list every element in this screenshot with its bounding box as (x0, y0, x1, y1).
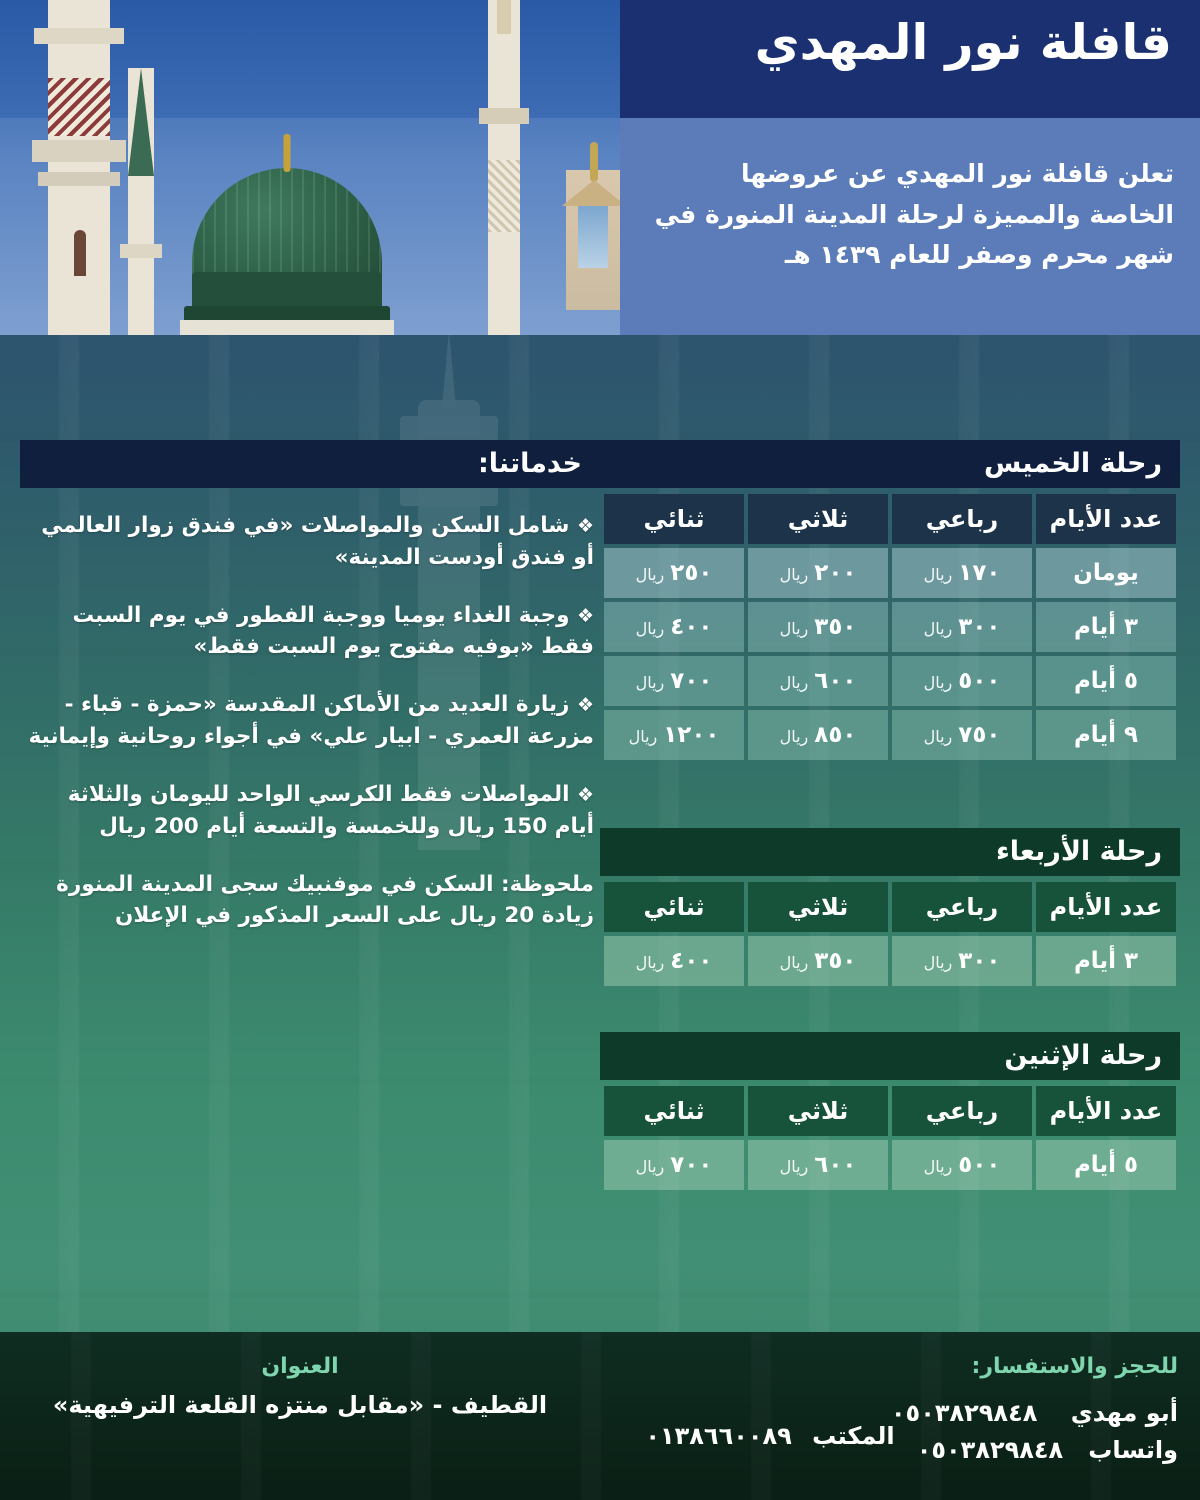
page-title: قافلة نور المهدي (754, 14, 1172, 71)
cell-days: ٥ أيام (1036, 1140, 1176, 1190)
contact-office[interactable] (620, 1418, 920, 1455)
currency-label: ريال (779, 727, 809, 746)
services-note: ملحوظة: السكن في موفنبيك سجى المدينة المنورة زيادة 20 ريال على السعر المذكور في الإعلان (56, 871, 594, 929)
green-dome-drum (192, 272, 382, 322)
cell-quad: ٣٠٠ريال (892, 936, 1032, 986)
column-header-double: ثنائي (604, 882, 744, 932)
trip-table-thursday (600, 440, 1180, 764)
lantern-tower-icon (566, 170, 620, 310)
table-header-row (604, 1086, 1176, 1136)
cell-triple: ٣٥٠ريال (748, 936, 888, 986)
trip-table-monday (600, 1032, 1180, 1194)
currency-label: ريال (635, 1157, 665, 1176)
contact-name: أبو مهدي (1070, 1399, 1178, 1427)
cell-days: ٥ أيام (1036, 656, 1176, 706)
currency-label: ريال (635, 619, 665, 638)
hero-section (0, 0, 1200, 335)
cell-double: ٧٠٠ريال (604, 656, 744, 706)
services-section (20, 440, 600, 932)
booking-label: للحجز والاستفسار: (971, 1354, 1178, 1379)
table-title: رحلة الإثنين (600, 1032, 1180, 1080)
currency-label: ريال (923, 673, 953, 692)
currency-label: ريال (635, 565, 665, 584)
address-label: العنوان (261, 1354, 339, 1379)
column-header-days: عدد الأيام (1036, 1086, 1176, 1136)
currency-label: ريال (779, 673, 809, 692)
table-row (604, 710, 1176, 760)
cell-days: يومان (1036, 548, 1176, 598)
green-dome-base (180, 320, 394, 335)
table-title: رحلة الخميس (600, 440, 1180, 488)
service-item-label: المواصلات فقط الكرسي الواحد لليومان والثلاثة أيام 150 ريال وللخمسة والتسعة أيام 200 ريال (67, 781, 594, 839)
cell-quad: ٥٠٠ريال (892, 1140, 1032, 1190)
currency-label: ريال (923, 727, 953, 746)
cell-quad: ٥٠٠ريال (892, 656, 1032, 706)
office-label: المكتب (812, 1422, 895, 1450)
currency-label: ريال (923, 565, 953, 584)
cell-double: ٢٥٠ريال (604, 548, 744, 598)
service-item (26, 779, 594, 843)
table-title: رحلة الأربعاء (600, 828, 1180, 876)
contact-phone[interactable]: ٠٥٠٣٨٢٩٨٤٨ (890, 1399, 1038, 1427)
floret-bullet-icon: ❖ (576, 694, 594, 717)
minaret-icon-green (128, 68, 154, 335)
service-item (26, 510, 594, 574)
cell-days: ٩ أيام (1036, 710, 1176, 760)
cell-days: ٣ أيام (1036, 602, 1176, 652)
cell-triple: ٢٠٠ريال (748, 548, 888, 598)
cell-double: ٤٠٠ريال (604, 936, 744, 986)
service-item (26, 600, 594, 664)
cell-quad: ٣٠٠ريال (892, 602, 1032, 652)
currency-label: ريال (923, 953, 953, 972)
column-header-triple: ثلاثي (748, 1086, 888, 1136)
currency-label: ريال (923, 1157, 953, 1176)
column-header-quad: رباعي (892, 1086, 1032, 1136)
minaret-icon-right (488, 0, 520, 335)
price-table (600, 490, 1180, 764)
column-header-triple: ثلاثي (748, 494, 888, 544)
table-row (604, 936, 1176, 986)
cell-triple: ٦٠٠ريال (748, 1140, 888, 1190)
poster-footer (0, 1332, 1200, 1500)
service-item (26, 689, 594, 753)
currency-label: ريال (923, 619, 953, 638)
currency-label: ريال (628, 727, 658, 746)
address-block (0, 1354, 600, 1419)
cell-double: ٧٠٠ريال (604, 1140, 744, 1190)
column-header-quad: رباعي (892, 494, 1032, 544)
cell-triple: ٦٠٠ريال (748, 656, 888, 706)
whatsapp-phone[interactable]: ٠٥٠٣٨٢٩٨٤٨ (916, 1436, 1064, 1465)
table-row (604, 656, 1176, 706)
cell-triple: ٨٥٠ريال (748, 710, 888, 760)
subtitle-text: تعلن قافلة نور المهدي عن عروضها الخاصة والمميزة لرحلة المدينة المنورة في شهر محرم وصفر للعام ١٤٣٩ هـ (654, 159, 1174, 269)
column-header-days: عدد الأيام (1036, 882, 1176, 932)
column-header-double: ثنائي (604, 1086, 744, 1136)
services-list (20, 488, 600, 932)
floret-bullet-icon: ❖ (576, 604, 594, 627)
table-header-row (604, 882, 1176, 932)
cell-quad: ١٧٠ريال (892, 548, 1032, 598)
currency-label: ريال (779, 619, 809, 638)
column-header-triple: ثلاثي (748, 882, 888, 932)
cell-days: ٣ أيام (1036, 936, 1176, 986)
floret-bullet-icon: ❖ (576, 783, 594, 806)
column-header-quad: رباعي (892, 882, 1032, 932)
currency-label: ريال (635, 673, 665, 692)
services-title: خدماتنا: (20, 440, 600, 488)
column-header-days: عدد الأيام (1036, 494, 1176, 544)
price-table (600, 1082, 1180, 1194)
trip-table-wednesday (600, 828, 1180, 990)
cell-double: ١٢٠٠ريال (604, 710, 744, 760)
mosque-photo (0, 0, 620, 335)
cell-double: ٤٠٠ريال (604, 602, 744, 652)
minaret-icon-left (48, 0, 110, 335)
office-phone[interactable]: ٠١٣٨٦٦٠٠٨٩ (645, 1422, 792, 1450)
floret-bullet-icon: ❖ (576, 515, 594, 537)
price-table (600, 878, 1180, 990)
whatsapp-label: واتساب (1088, 1436, 1178, 1465)
service-item-label: زيارة العديد من الأماكن المقدسة «حمزة - قباء - مزرعة العمري - ابيار علي» في أجواء روحانية وإيمانية (28, 692, 594, 750)
table-row (604, 1140, 1176, 1190)
address-value: القطيف - «مقابل منتزه القلعة الترفيهية» (52, 1391, 548, 1419)
currency-label: ريال (779, 953, 809, 972)
table-row (604, 602, 1176, 652)
table-header-row (604, 494, 1176, 544)
currency-label: ريال (779, 1157, 809, 1176)
column-header-double: ثنائي (604, 494, 744, 544)
table-row (604, 548, 1176, 598)
subtitle-band (620, 118, 1200, 335)
cell-quad: ٧٥٠ريال (892, 710, 1032, 760)
cell-triple: ٣٥٠ريال (748, 602, 888, 652)
currency-label: ريال (635, 953, 665, 972)
service-item-label: وجبة الغداء يوميا ووجبة الفطور في يوم السبت فقط «بوفيه مفتوح يوم السبت فقط» (72, 602, 594, 660)
service-item-label: شامل السكن والمواصلات «في فندق زوار العالمي أو فندق أودست المدينة» (41, 513, 594, 570)
currency-label: ريال (779, 565, 809, 584)
